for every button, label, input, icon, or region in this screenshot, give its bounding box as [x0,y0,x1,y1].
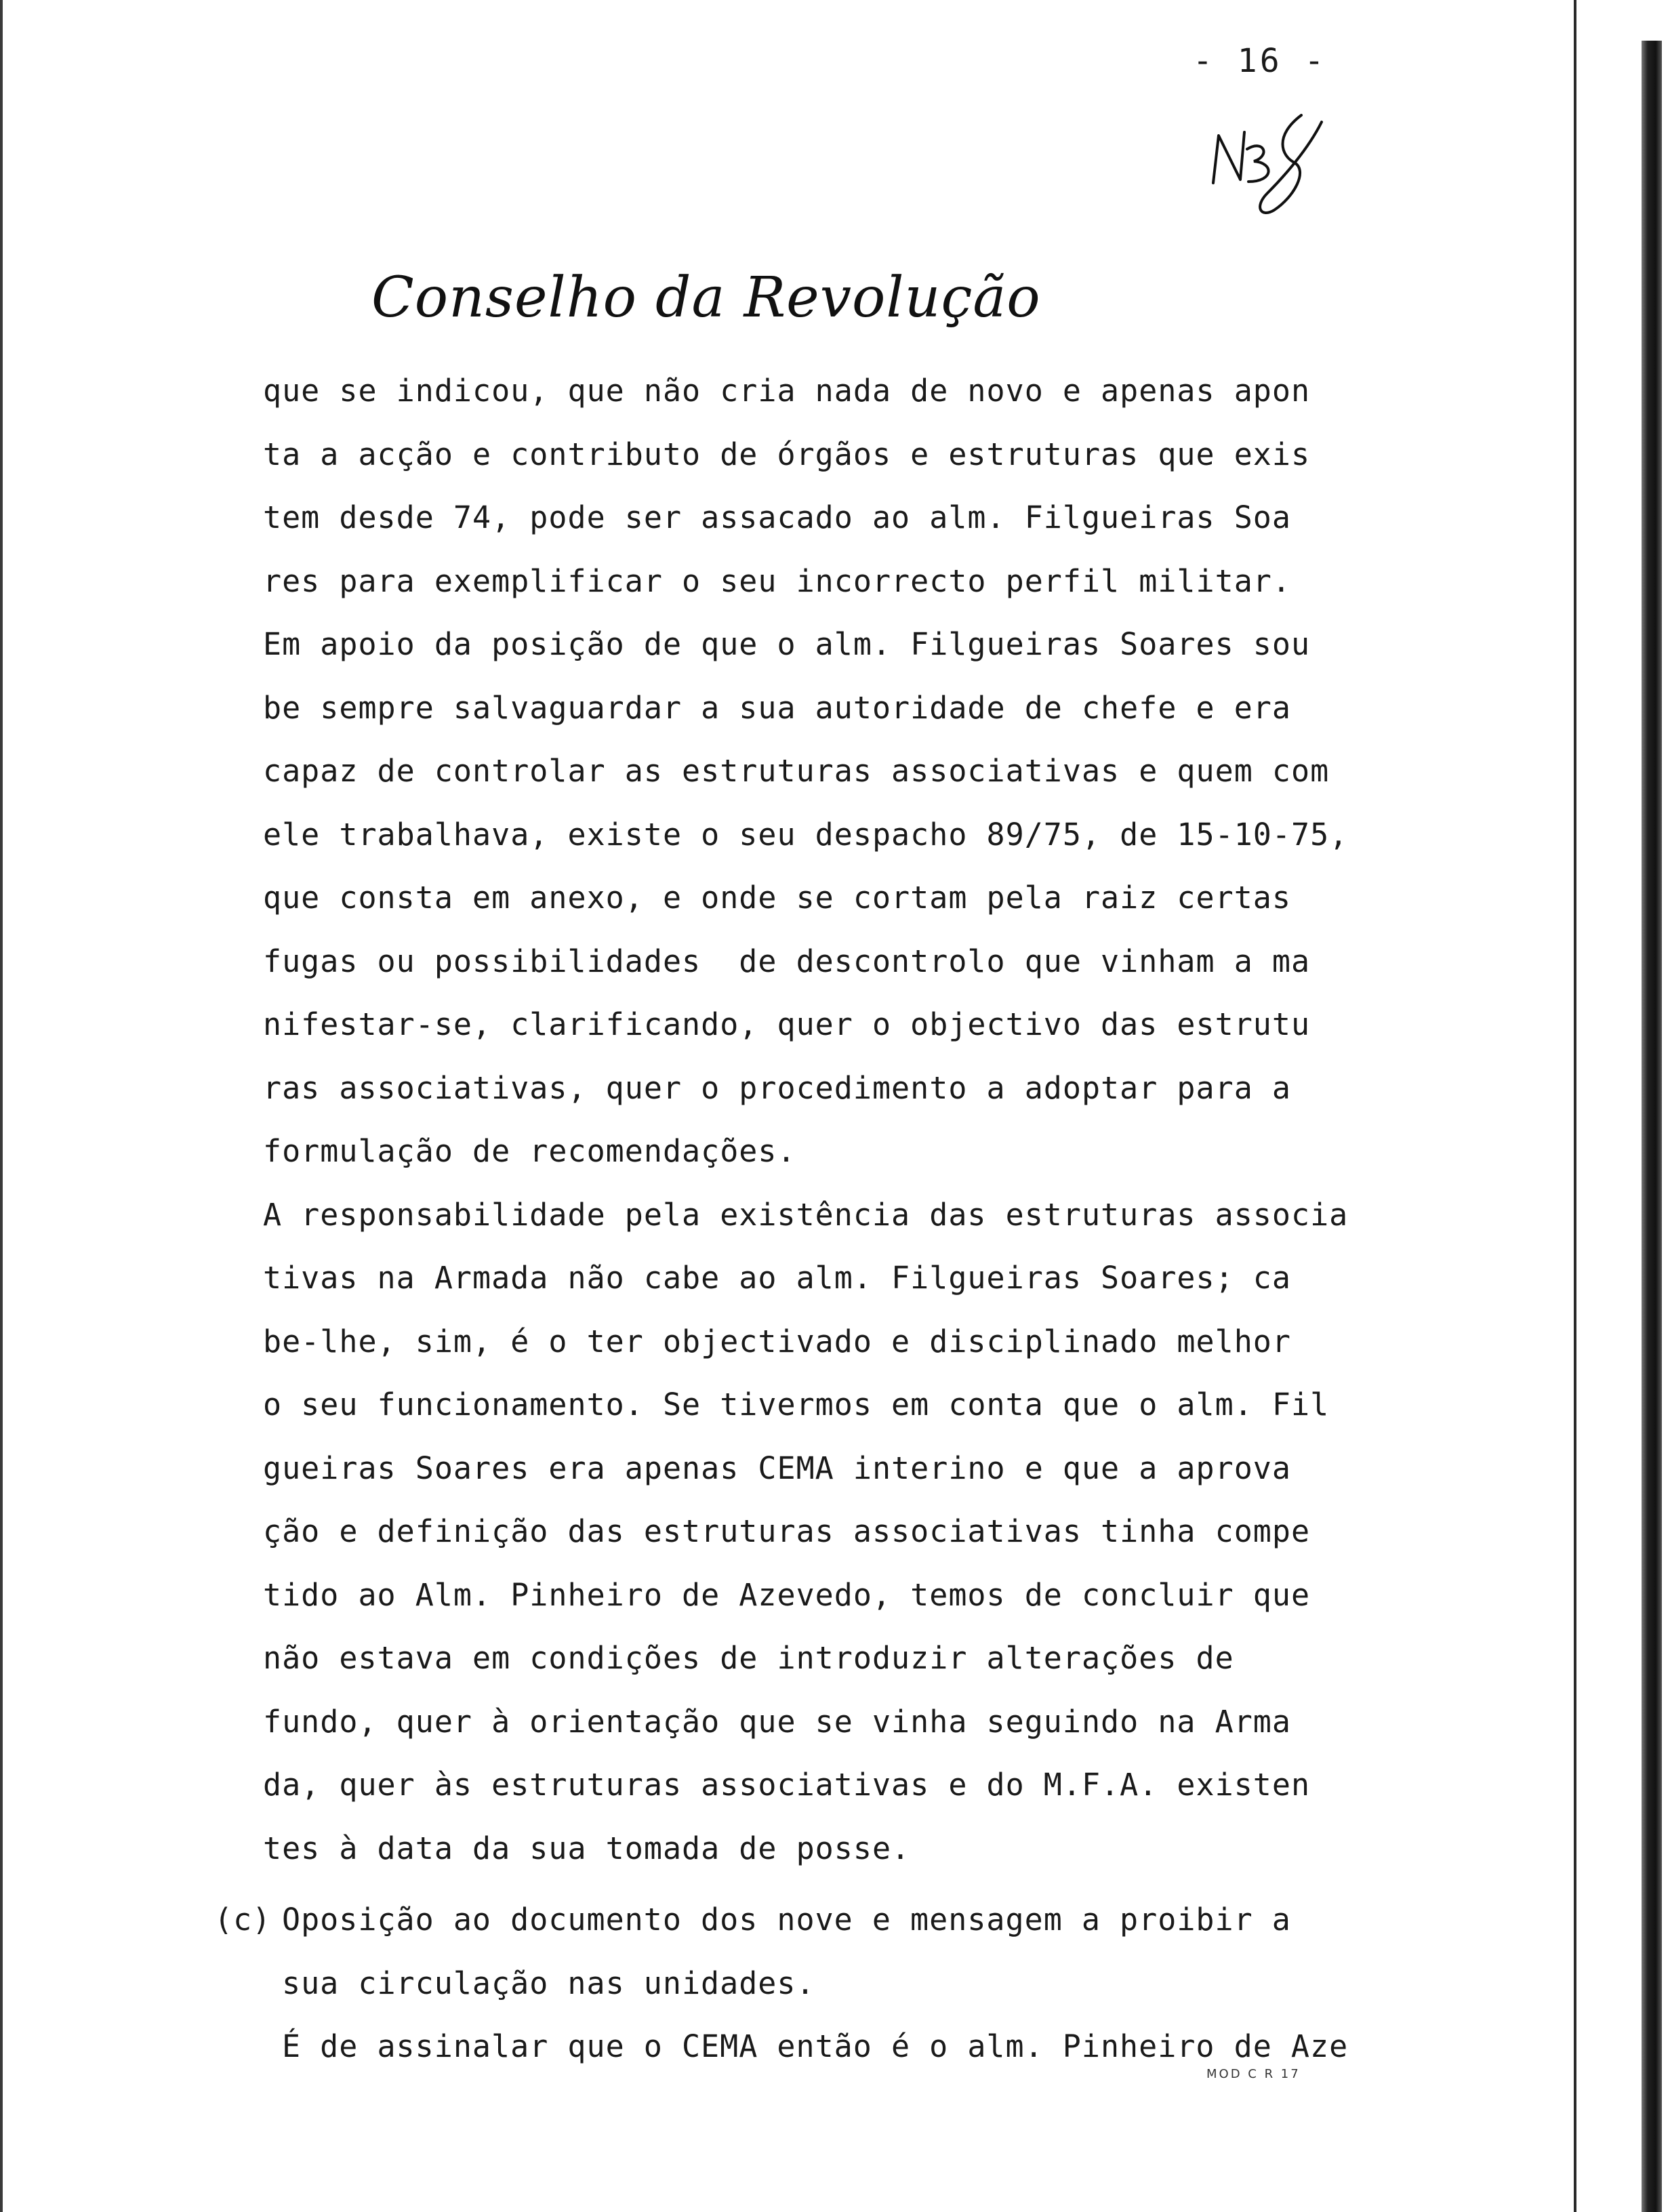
body-line: ele trabalhava, existe o seu despacho 89/75, de 15-10-75, [263,816,1349,853]
item-text: É de assinalar que o CEMA então é o alm. Pinheiro de Aze [282,2028,1349,2064]
item-marker: (c) [214,1902,272,1938]
item-text: Oposição ao documento dos nove e mensagem a proibir a [282,1902,1291,1938]
body-line: fugas ou possibilidades de descontrolo que vinham a ma [263,943,1311,979]
item-line [214,2015,1366,2078]
body-line: be-lhe, sim, é o ter objectivado e disciplinado melhor [263,1323,1291,1359]
body-line: formulação de recomendações. [263,1133,796,1169]
item-line [214,1952,1366,2015]
body-line: A responsabilidade pela existência das estruturas associa [263,1196,1349,1233]
handwritten-initials-signature [1200,108,1328,224]
body-line: be sempre salvaguardar a sua autoridade de chefe e era [263,689,1291,726]
body-line: res para exemplificar o seu incorrecto perfil militar. [263,562,1291,599]
body-line: que se indicou, que não cria nada de novo e apenas apon [263,373,1311,409]
scan-right-thin-line [1574,0,1576,2212]
item-text: sua circulação nas unidades. [282,1965,815,2001]
body-line: tes à data da sua tomada de posse. [263,1830,911,1866]
body-line: tivas na Armada não cabe ao alm. Filgueiras Soares; ca [263,1260,1291,1296]
form-code: MOD C R 17 [1206,2067,1301,2081]
body-line: que consta em anexo, e onde se cortam pela raiz certas [263,880,1291,916]
body-text [263,359,1361,1880]
body-line: gueiras Soares era apenas CEMA interino e que a aprova [263,1450,1291,1486]
body-line: ta a acção e contributo de órgãos e estruturas que exis [263,436,1311,472]
body-line: ção e definição das estruturas associativas tinha compe [263,1513,1311,1549]
page-number: - 16 - [1193,42,1327,80]
body-line: da, quer às estruturas associativas e do M.F.A. existen [263,1767,1311,1803]
body-line: não estava em condições de introduzir alterações de [263,1640,1234,1676]
body-line: o seu funcionamento. Se tivermos em conta que o alm. Fil [263,1387,1330,1422]
body-line: nifestar-se, clarificando, quer o objectivo das estrutu [263,1006,1311,1042]
body-line: capaz de controlar as estruturas associativas e quem com [263,753,1330,789]
scan-left-edge [0,0,3,2212]
letterhead-title: Conselho da Revolução [371,266,1041,330]
scan-right-border [1568,0,1670,2212]
body-line: ras associativas, quer o procedimento a adoptar para a [263,1069,1291,1106]
body-line: Em apoio da posição de que o alm. Filgueiras Soares sou [263,626,1311,662]
list-item-c [214,1888,1366,2078]
body-line: tem desde 74, pode ser assacado ao alm. Filgueiras Soa [263,499,1291,535]
body-line: tido ao Alm. Pinheiro de Azevedo, temos de concluir que [263,1576,1311,1613]
item-line [214,1888,1366,1952]
scan-right-dark-band [1642,41,1662,2212]
body-line: fundo, quer à orientação que se vinha seguindo na Arma [263,1703,1291,1740]
